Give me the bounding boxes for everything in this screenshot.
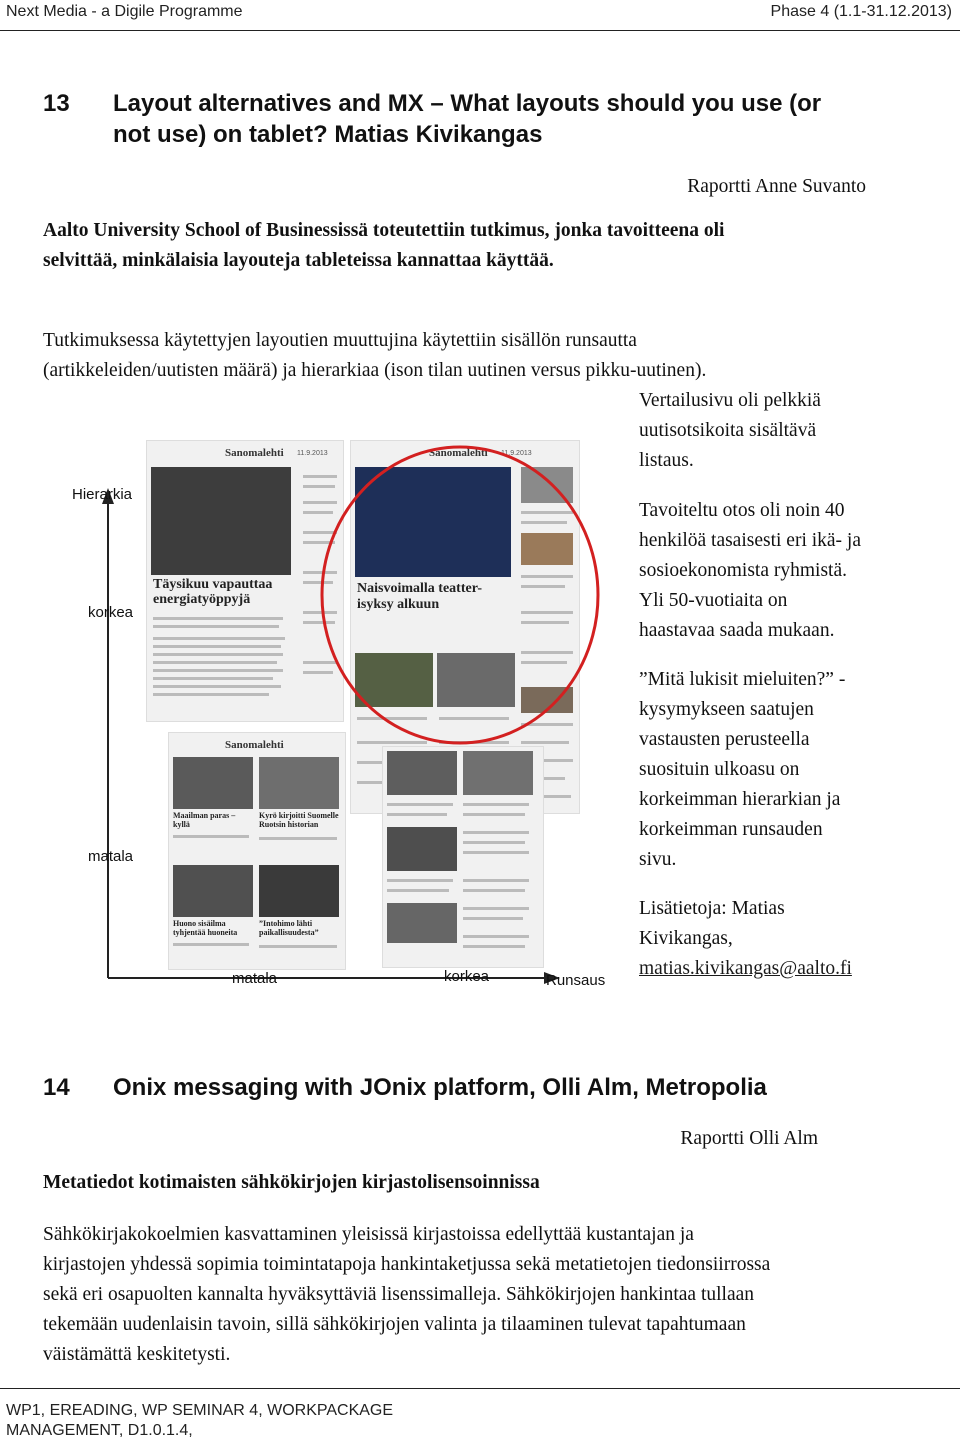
section14-subheading: Metatiedot kotimaisten sähkökirjojen kirjastolisensoinnissa: [43, 1172, 540, 1193]
text-line: [463, 813, 525, 816]
text-line: [259, 837, 337, 840]
sidebar-p4: [639, 894, 939, 984]
sidebar-p3-line: vastausten perusteella: [639, 729, 810, 750]
text-line: [153, 617, 283, 620]
y-axis-high: korkea: [88, 604, 134, 621]
text-line: [463, 917, 523, 920]
sidebar-p1: [639, 386, 939, 476]
sidebar-p2: [639, 496, 939, 646]
section14-line: kirjastojen yhdessä sopimia toimintatapoja hankintaketjussa sekä metatietojen tiedonsiirrossa: [43, 1254, 771, 1275]
section13-paragraph: [43, 326, 706, 386]
text-line: [259, 945, 337, 948]
text-line: [463, 935, 529, 938]
text-line: [153, 661, 277, 664]
text-line: [173, 943, 249, 946]
news-photo: [387, 827, 457, 871]
news-photo: [173, 757, 253, 809]
text-line: [463, 841, 525, 844]
text-line: [463, 879, 529, 882]
text-line: [153, 637, 285, 640]
layout-figure: [60, 430, 620, 1000]
section14-number: 14: [43, 1074, 70, 1101]
news-photo: [151, 467, 291, 575]
page3-headline-d: ”Intohimo lähti paikallisuudesta”: [259, 919, 319, 937]
section14-line: tekemään uudenlaisin tavoin, sillä sähkökirjojen valinta ja tilaaminen tulevat tapahtumaan: [43, 1314, 746, 1335]
footer-line2: MANAGEMENT, D1.0.1.4,: [6, 1422, 193, 1439]
sidebar-p2-line: Tavoiteltu otos oli noin 40: [639, 500, 845, 521]
text-line: [463, 851, 529, 854]
text-line: [387, 889, 449, 892]
section14-title: Onix messaging with JOnix platform, Olli Alm, Metropolia: [113, 1074, 767, 1101]
header-rule: [0, 30, 960, 31]
sidebar-p3-line: kysymykseen saatujen: [639, 699, 814, 720]
footer: [6, 1401, 393, 1441]
sidebar-p4-line: Kivikangas,: [639, 928, 733, 949]
sidebar-p2-line: henkilöä tasaisesti eri ikä- ja: [639, 530, 862, 551]
section13-title-line2: not use) on tablet? Matias Kivikangas: [113, 121, 543, 148]
sidebar-p1-line: uutisotsikoita sisältävä: [639, 420, 817, 441]
page1-main-headline: Täysikuu vapauttaa energiatyöppyjä: [153, 577, 273, 607]
sidebar-p3-line: ”Mitä lukisit mieluiten?” -: [639, 669, 846, 690]
sidebar-p1-line: Vertailusivu oli pelkkiä: [639, 390, 821, 411]
y-axis-low: matala: [88, 848, 134, 865]
footer-line1: WP1, EREADING, WP SEMINAR 4, WORKPACKAGE: [6, 1402, 394, 1419]
sidebar-p2-line: haastavaa saada mukaan.: [639, 620, 835, 641]
y-axis-title: Hierarkia: [72, 486, 133, 503]
text-line: [463, 907, 529, 910]
masthead-date: 11.9.2013: [501, 450, 532, 457]
section13-paragraph-line1: Tutkimuksessa käytettyjen layoutien muuttujina käytettiin sisällön runsautta: [43, 330, 637, 351]
section13-title: [113, 88, 933, 150]
section13-paragraph-line2: (artikkeleiden/uutisten määrä) ja hierarkiaa (ison tilan uutinen versus pikku-uutinen).: [43, 360, 707, 381]
text-line: [153, 653, 283, 656]
sidebar-p1-line: listaus.: [639, 450, 694, 471]
page2-main-headline: Naisvoimalla teatter-isyksy alkuun: [357, 581, 483, 612]
section13-title-line1: Layout alternatives and MX – What layouts should you use (or: [113, 90, 822, 117]
x-axis-title: Runsaus: [546, 972, 606, 989]
sidebar-p3: [639, 665, 939, 875]
section14-line: väistämättä keskitetysti.: [43, 1344, 231, 1365]
x-axis-high: korkea: [444, 968, 490, 985]
section14-paragraph: [43, 1220, 923, 1370]
text-line: [153, 677, 273, 680]
news-photo: [259, 865, 339, 917]
news-photo: [463, 751, 533, 795]
newspaper-page-3: [168, 732, 346, 970]
text-line: [153, 685, 281, 688]
text-line: [463, 831, 529, 834]
news-photo: [173, 865, 253, 917]
sidebar-p2-line: Yli 50-vuotiaita on: [639, 590, 788, 611]
section13-number: 13: [43, 90, 70, 117]
sidebar-p3-line: sivu.: [639, 849, 677, 870]
text-line: [387, 803, 453, 806]
sidebar-p3-line: suosituin ulkoasu on: [639, 759, 800, 780]
sidebar-p2-line: sosioekonomista ryhmistä.: [639, 560, 847, 581]
news-photo: [387, 751, 457, 795]
section13-reporter: Raportti Anne Suvanto: [687, 176, 866, 197]
email-link[interactable]: matias.kivikangas@aalto.fi: [639, 958, 852, 979]
sidebar-p4-line: Lisätietoja: Matias: [639, 898, 785, 919]
text-line: [463, 889, 525, 892]
section13-sidebar: [639, 386, 939, 984]
page3-headline-a: Maailman paras – kyllä: [173, 811, 236, 829]
text-line: [463, 945, 525, 948]
masthead: Sanomalehti: [225, 447, 284, 459]
sidebar-p3-line: korkeimman runsauden: [639, 819, 823, 840]
section14-reporter: Raportti Olli Alm: [680, 1128, 818, 1149]
text-line: [463, 803, 529, 806]
masthead: Sanomalehti: [429, 447, 488, 459]
text-line: [387, 813, 447, 816]
text-line: [153, 669, 283, 672]
text-line: [153, 645, 281, 648]
header-left: Next Media - a Digile Programme: [6, 3, 243, 20]
page3-headline-b: Kyrö kirjoitti Suomelle Ruotsin historian: [259, 811, 339, 829]
section14-line: sekä eri osapuolten kannalta hyväksyttäviä lisenssimalleja. Sähkökirjojen hankintaa tullaan: [43, 1284, 755, 1305]
section13-lead-line2: selvittää, minkälaisia layouteja tableteissa kannattaa käyttää.: [43, 250, 554, 271]
footer-rule: [0, 1388, 960, 1389]
sidebar-p3-line: korkeimman hierarkian ja: [639, 789, 841, 810]
masthead: Sanomalehti: [225, 739, 284, 751]
header-right: Phase 4 (1.1-31.12.2013): [770, 3, 952, 20]
section13-lead-line1: Aalto University School of Businessissä toteutettiin tutkimus, jonka tavoitteena oli: [43, 220, 725, 241]
text-line: [387, 879, 453, 882]
newspaper-page-4: [382, 746, 544, 968]
x-axis-low: matala: [232, 970, 278, 987]
text-line: [153, 625, 279, 628]
section14-line: Sähkökirjakokoelmien kasvattaminen yleisissä kirjastoissa edellyttää kustantajan ja: [43, 1224, 694, 1245]
text-line: [153, 693, 269, 696]
page3-headline-c: Huono sisäilma tyhjentää huoneita: [173, 919, 238, 937]
news-photo: [387, 903, 457, 943]
red-circle-annotation: [310, 430, 620, 760]
news-photo: [259, 757, 339, 809]
masthead-date: 11.9.2013: [297, 450, 328, 457]
text-line: [173, 835, 249, 838]
section13-lead: [43, 216, 724, 276]
